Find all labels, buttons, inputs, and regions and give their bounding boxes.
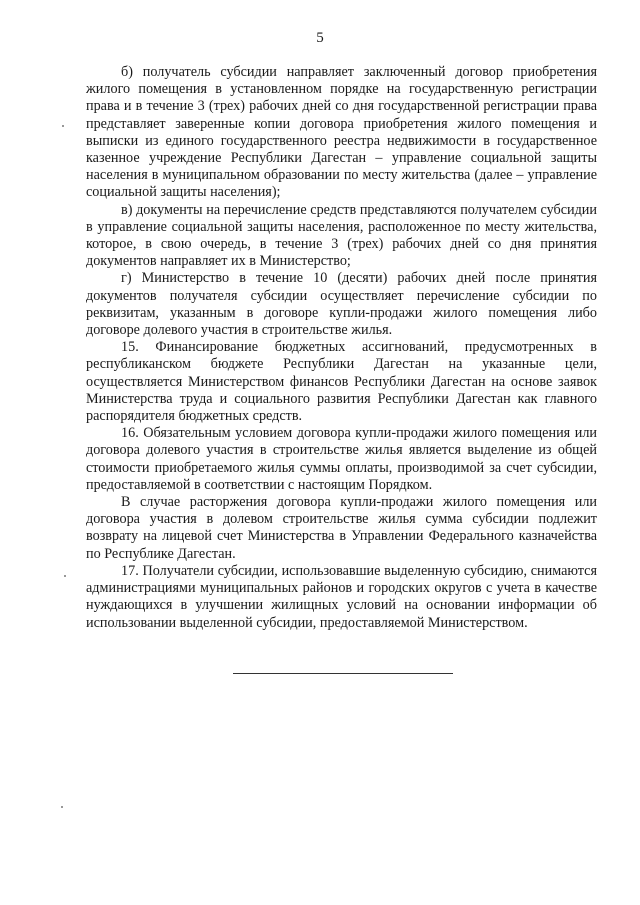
paragraph-v: в) документы на перечисление средств представляются получателем субсидии в управление социальной защиты населения, расположенное по месту жительства, которое, в свою очередь, в течение 3 (трех) рабочих дней со дня принятия документов направляет их в Министерство; [86, 201, 597, 270]
scan-speck [64, 575, 66, 577]
paragraph-g: г) Министерство в течение 10 (десяти) рабочих дней после принятия документов получателя субсидии осуществляет перечисление субсидии по реквизитам, указанным в договоре купли-продажи жилого помещения либо договоре долевого участия в строительстве жилья. [86, 270, 597, 339]
page-number: 5 [316, 30, 324, 46]
paragraph-b: б) получатель субсидии направляет заключенный договор приобретения жилого помещения в установленном порядке на государственную регистрации права и в течение 3 (трех) рабочих дней со дня государственной регистрации права представляет заверенные копии договора приобретения жилого помещения и выписки из единого государственного реестра недвижимости в государственное казенное учреждение Республики Дагестан – управление социальной защиты населения в муниципальном образовании по месту жительства (далее – управление социальной защиты населения); [86, 64, 597, 201]
paragraph-16-termination: В случае расторжения договора купли-продажи жилого помещения или договора участия в долевом строительстве жилья сумма субсидии подлежит возврату на лицевой счет Министерства в Управлении Федерального казначейства по Республике Дагестан. [86, 494, 597, 562]
paragraph-16: 16. Обязательным условием договора купли-продажи жилого помещения или договора долевого участия в строительстве жилья является выделение из общей стоимости приобретаемого жилья суммы оплаты, производимой за счет субсидии, предоставляемой в соответствии с настоящим Порядком. [86, 425, 597, 493]
paragraph-17: 17. Получатели субсидии, использовавшие выделенную субсидию, снимаются администрациями муниципальных районов и городских округов с учета в качестве нуждающихся в улучшении жилищных условий на основании информации об использовании выделенной субсидии, предоставляемой Министерством. [86, 562, 597, 631]
document-body [86, 64, 597, 632]
end-separator-line [233, 673, 453, 674]
scan-speck [61, 806, 63, 808]
scan-speck [62, 125, 64, 127]
paragraph-15: 15. Финансирование бюджетных ассигнований, предусмотренных в республиканском бюджете Республики Дагестан на указанные цели, осуществляется Министерством финансов Республики Дагестан на основе заявок Министерства труда и социального развития Республики Дагестан как главного распорядителя бюджетных средств. [86, 339, 597, 425]
